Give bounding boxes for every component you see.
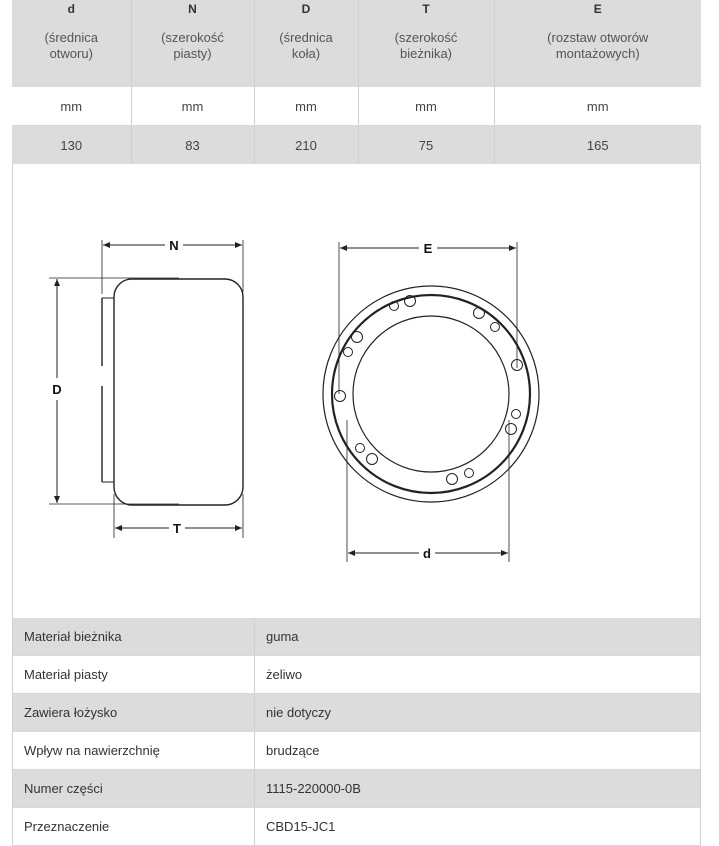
dim-value: 83 xyxy=(131,126,254,165)
mounting-hole xyxy=(356,444,365,453)
side-view xyxy=(49,240,243,538)
spec-row xyxy=(13,770,701,808)
mounting-hole xyxy=(352,332,363,343)
dimensions-values-row xyxy=(12,126,701,165)
label-E: E xyxy=(423,241,433,256)
product-spec-page xyxy=(12,0,701,846)
mounting-hole xyxy=(506,424,517,435)
dim-unit: mm xyxy=(254,87,358,126)
label-T: T xyxy=(173,521,181,536)
dim-header-D xyxy=(254,0,358,87)
dim-unit: mm xyxy=(358,87,494,126)
mounting-hole xyxy=(491,323,500,332)
spec-label: Wpływ na nawierzchnię xyxy=(13,732,255,770)
dim-unit: mm xyxy=(12,87,131,126)
dim-key: E xyxy=(593,2,602,16)
spec-value: brudzące xyxy=(255,732,701,770)
spec-value: guma xyxy=(255,618,701,656)
dim-desc: (średnica koła) xyxy=(279,30,333,61)
label-D: D xyxy=(52,382,62,397)
front-view xyxy=(323,242,539,562)
outer-tread-circle xyxy=(323,286,539,502)
dim-unit: mm xyxy=(494,87,701,126)
spec-label: Materiał bieżnika xyxy=(13,618,255,656)
dim-desc: (szerokość piasty) xyxy=(161,30,224,61)
spec-label: Przeznaczenie xyxy=(13,808,255,846)
dim-unit: mm xyxy=(131,87,254,126)
mounting-hole xyxy=(465,469,474,478)
spec-label: Materiał piasty xyxy=(13,656,255,694)
dim-key: T xyxy=(422,2,430,16)
dim-desc: (rozstaw otworów montażowych) xyxy=(547,30,649,61)
spec-row xyxy=(13,732,701,770)
spec-row xyxy=(13,618,701,656)
dim-value: 130 xyxy=(12,126,131,165)
dim-key: d xyxy=(67,2,75,16)
specifications-table xyxy=(12,618,701,846)
dimensions-header-row xyxy=(12,0,701,87)
mounting-hole xyxy=(474,308,485,319)
spec-value: nie dotyczy xyxy=(255,694,701,732)
mounting-hole xyxy=(367,454,378,465)
dim-header-T xyxy=(358,0,494,87)
inner-bore-circle xyxy=(353,316,509,472)
dim-value: 210 xyxy=(254,126,358,165)
dim-key: N xyxy=(188,2,197,16)
spec-label: Zawiera łożysko xyxy=(13,694,255,732)
spec-row xyxy=(13,694,701,732)
dimensions-table xyxy=(12,0,701,164)
dim-key: D xyxy=(301,2,311,16)
spec-value: CBD15-JC1 xyxy=(255,808,701,846)
spec-label: Numer części xyxy=(13,770,255,808)
mounting-hole xyxy=(344,348,353,357)
rim-circle xyxy=(332,295,530,493)
mounting-hole xyxy=(335,391,346,402)
mounting-hole xyxy=(512,410,521,419)
tread-outline xyxy=(114,279,243,505)
dim-value: 165 xyxy=(494,126,701,165)
wheel-drawing-svg xyxy=(13,164,700,618)
dim-header-N xyxy=(131,0,254,87)
spec-row xyxy=(13,808,701,846)
dim-value: 75 xyxy=(358,126,494,165)
wheel-technical-drawing xyxy=(12,164,701,618)
label-N: N xyxy=(169,238,179,253)
dim-header-d xyxy=(12,0,131,87)
dim-desc: (szerokość bieżnika) xyxy=(394,30,458,61)
spec-value: 1115-220000-0B xyxy=(255,770,701,808)
dim-header-E xyxy=(494,0,701,87)
label-d: d xyxy=(423,546,431,561)
dim-desc: (średnica otworu) xyxy=(44,30,98,61)
mounting-hole xyxy=(447,474,458,485)
spec-row xyxy=(13,656,701,694)
spec-value: żeliwo xyxy=(255,656,701,694)
dimensions-units-row xyxy=(12,87,701,126)
